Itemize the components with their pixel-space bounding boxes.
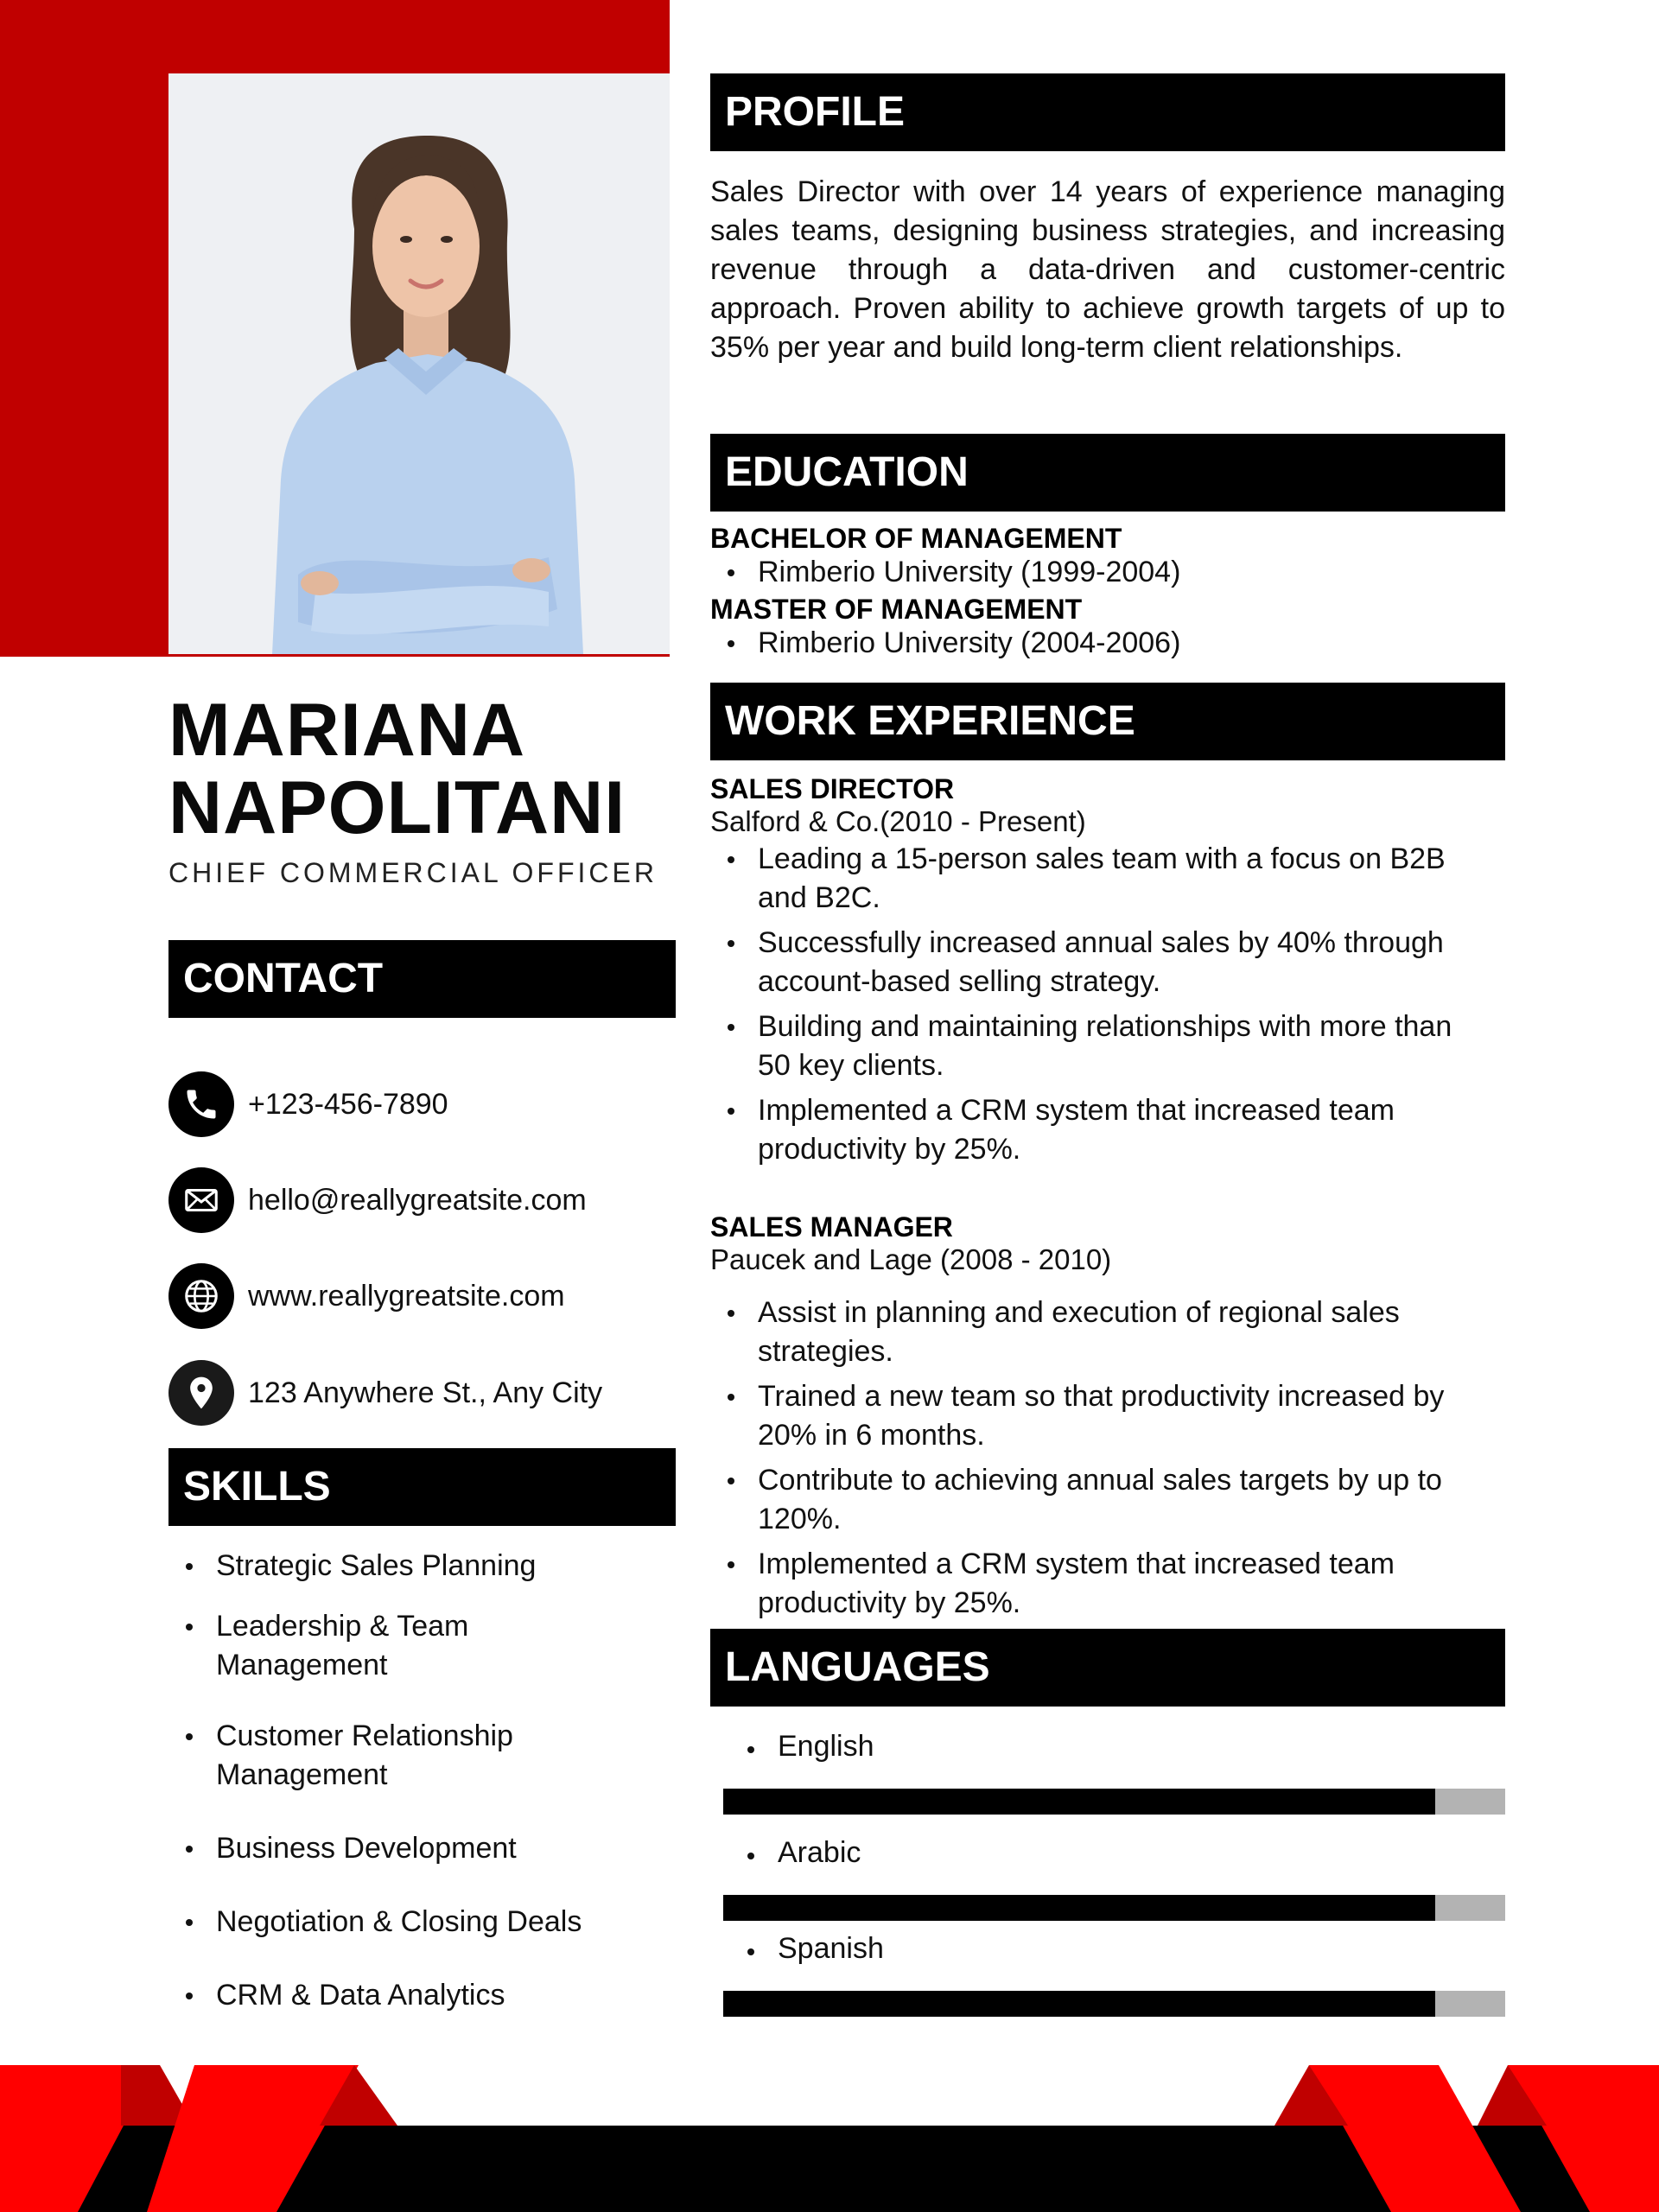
skill-item: Leadership & Team Management xyxy=(168,1607,579,1685)
phone-text[interactable]: +123-456-7890 xyxy=(248,1087,448,1121)
degree-school: Rimberio University (2004-2006) xyxy=(710,624,1505,663)
footer-decoration xyxy=(0,2061,1659,2212)
language-level-bar xyxy=(723,1789,1505,1815)
education-heading: EDUCATION xyxy=(710,434,1505,512)
degree-title: MASTER OF MANAGEMENT xyxy=(710,594,1083,625)
profile-summary: Sales Director with over 14 years of experience managing sales teams, designing business strategies, and increasing revenue through a data-driven and customer-centric approach. Proven ability to achieve growth targets of up to 35% per year and build long-term client relationships. xyxy=(710,175,1505,364)
contact-heading: CONTACT xyxy=(168,940,676,1018)
candidate-title: CHIEF COMMERCIAL OFFICER xyxy=(168,857,658,888)
job-title: SALES MANAGER xyxy=(710,1211,953,1243)
candidate-name xyxy=(168,691,687,847)
job-bullet: Successfully increased annual sales by 40% through account-based selling strategy. xyxy=(710,924,1488,1001)
job-bullet: Contribute to achieving annual sales targets by up to 120%. xyxy=(710,1461,1505,1539)
job-company: Paucek and Lage (2008 - 2010) xyxy=(710,1243,1112,1275)
skill-item: Strategic Sales Planning xyxy=(168,1547,717,1586)
experience-heading: WORK EXPERIENCE xyxy=(710,683,1505,760)
languages-heading: LANGUAGES xyxy=(710,1629,1505,1707)
language-name: Arabic xyxy=(730,1836,861,1870)
profile-heading: PROFILE xyxy=(710,73,1505,151)
mail-icon xyxy=(168,1167,234,1233)
job-bullet: Building and maintaining relationships with more than 50 key clients. xyxy=(710,1007,1488,1085)
globe-icon xyxy=(168,1263,234,1329)
email-text[interactable]: hello@reallygreatsite.com xyxy=(248,1183,587,1217)
name-line-2: NAPOLITANI xyxy=(168,766,626,849)
profile-photo xyxy=(168,73,670,654)
job-title: SALES DIRECTOR xyxy=(710,773,955,804)
contact-website xyxy=(168,1263,565,1329)
name-line-1: MARIANA xyxy=(168,689,526,772)
language-level-fill xyxy=(723,1789,1435,1815)
contact-address xyxy=(168,1360,602,1426)
job-bullet: Implemented a CRM system that increased team productivity by 25%. xyxy=(710,1091,1453,1169)
degree-title: BACHELOR OF MANAGEMENT xyxy=(710,523,1122,554)
job-bullet: Assist in planning and execution of regional sales strategies. xyxy=(710,1294,1488,1371)
job-bullet: Trained a new team so that productivity increased by 20% in 6 months. xyxy=(710,1377,1505,1455)
skill-item: Negotiation & Closing Deals xyxy=(168,1903,717,1942)
language-level-bar xyxy=(723,1895,1505,1921)
skill-item: Customer Relationship Management xyxy=(168,1717,579,1795)
job-bullet: Leading a 15-person sales team with a focus on B2B and B2C. xyxy=(710,840,1488,918)
contact-email xyxy=(168,1167,587,1233)
location-pin-icon xyxy=(168,1360,234,1426)
phone-icon xyxy=(168,1071,234,1137)
job-company: Salford & Co.(2010 - Present) xyxy=(710,805,1086,837)
language-level-fill xyxy=(723,1991,1435,2017)
skill-item: Business Development xyxy=(168,1829,717,1868)
language-level-fill xyxy=(723,1895,1435,1921)
language-name: English xyxy=(730,1730,874,1764)
contact-phone xyxy=(168,1071,448,1137)
skill-item: CRM & Data Analytics xyxy=(168,1976,717,2015)
degree-school: Rimberio University (1999-2004) xyxy=(710,553,1505,592)
language-level-bar xyxy=(723,1991,1505,2017)
language-name: Spanish xyxy=(730,1932,884,1966)
skills-heading: SKILLS xyxy=(168,1448,676,1526)
website-text[interactable]: www.reallygreatsite.com xyxy=(248,1279,565,1313)
job-bullet: Implemented a CRM system that increased team productivity by 25%. xyxy=(710,1545,1453,1623)
address-text: 123 Anywhere St., Any City xyxy=(248,1376,603,1409)
